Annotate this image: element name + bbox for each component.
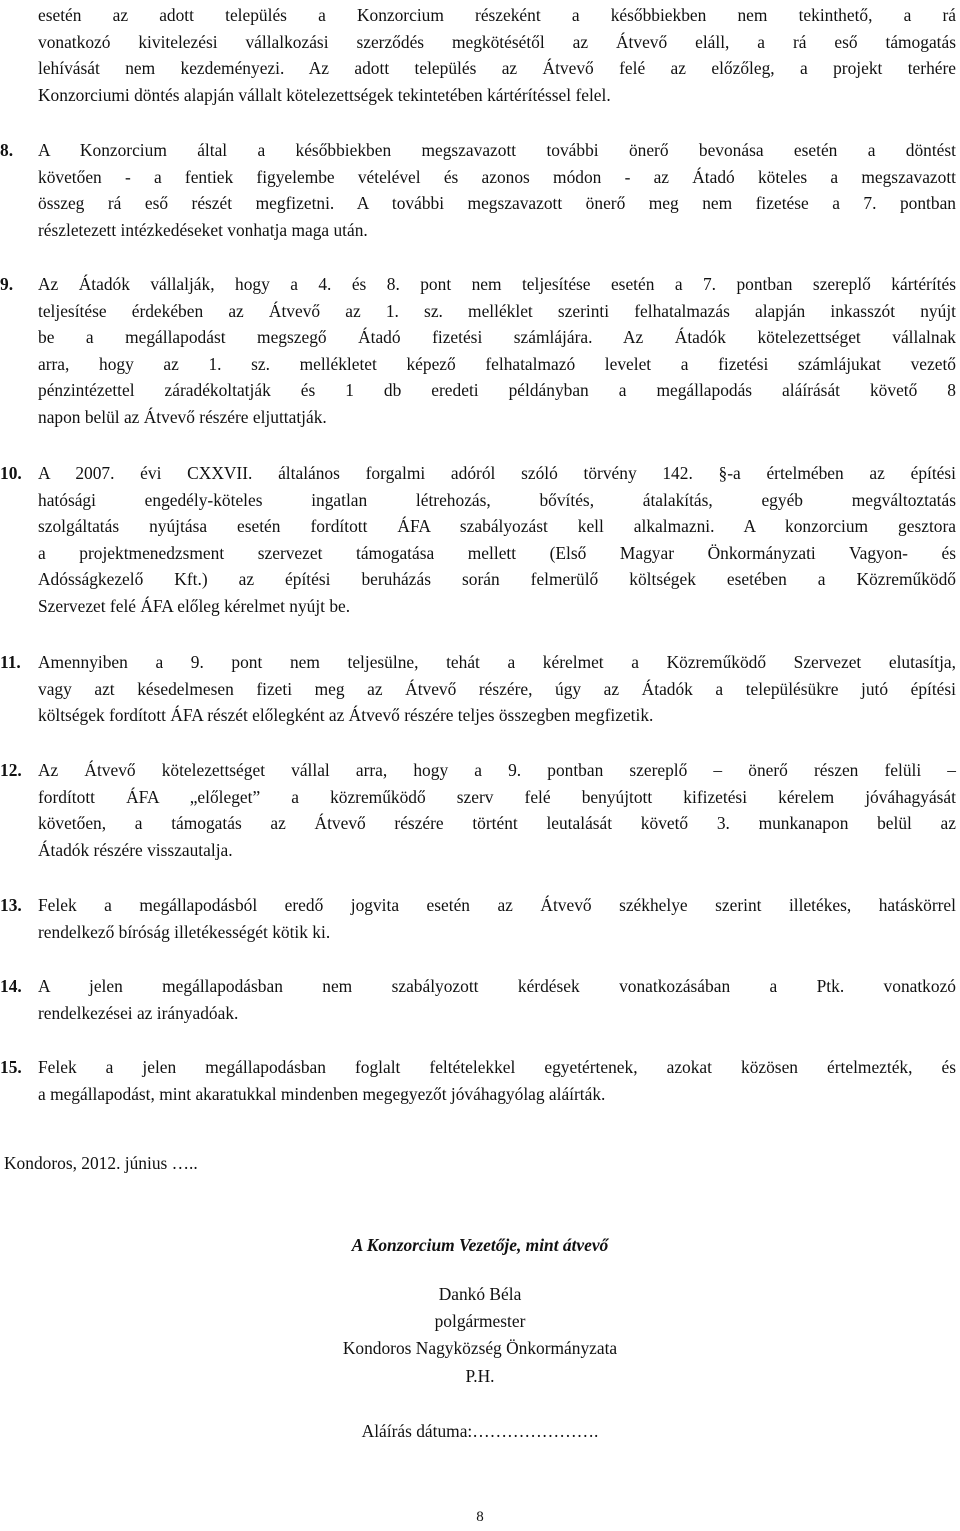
text-line: arra, hogy az 1. sz. mellékletet képező felhatalmazó levelet a fizetési számlájukat vezető xyxy=(38,353,956,374)
text-line: be a megállapodást megszegő Átadó fizetési számlájára. Az Átadók kötelezettséget vállalnak xyxy=(38,327,956,347)
place-and-date: Kondoros, 2012. június ….. xyxy=(4,1153,198,1173)
clause-number: 14. xyxy=(0,976,22,996)
text-line: részletezett intézkedéseket vonhatja maga után. xyxy=(38,219,368,240)
text-line: vagy azt késedelmesen fizeti meg az Átvevő részére, úgy az Átadók a településükre jutó építési xyxy=(38,678,956,699)
text-line: fordított ÁFA „előleget” a közreműködő szerv felé benyújtott kifizetési kérelem jóváhagyását xyxy=(38,786,956,807)
page-number: 8 xyxy=(476,1509,484,1525)
text-line: Amennyiben a 9. pont nem teljesülne, tehát a kérelmet a Közreműködő Szervezet elutasítja, xyxy=(38,652,956,672)
text-line: vonatkozó kivitelezési vállalkozási szerződés megkötésétől az Átvevő eláll, a rá eső támogatás xyxy=(38,31,956,52)
text-line: A 2007. évi CXXVII. általános forgalmi adóról szóló törvény 142. §-a értelmében az építési xyxy=(38,463,956,483)
clause-14 xyxy=(0,973,956,1026)
clause-number: 10. xyxy=(0,463,22,483)
text-line: Felek a megállapodásból eredő jogvita esetén az Átvevő székhelye szerint illetékes, hatáskörrel xyxy=(38,895,956,915)
text-line: költségek fordított ÁFA részét előlegként az Átvevő részére teljes összegben megfizetik. xyxy=(38,705,654,725)
text-line: Átadók részére visszautalja. xyxy=(38,839,233,860)
clause-number: 9. xyxy=(0,274,14,294)
clause-13 xyxy=(0,892,956,945)
text-line: A Konzorcium által a későbbiekben megszavazott további önerő bevonása esetén a döntést xyxy=(38,140,956,160)
clause-number: 15. xyxy=(0,1057,22,1077)
clause-8 xyxy=(0,137,956,243)
clause-11 xyxy=(0,649,956,729)
signatory-name: Dankó Béla xyxy=(438,1284,522,1304)
text-line: hatósági engedély-köteles ingatlan létrehozás, bővítés, átalakítás, egyéb megváltoztatás xyxy=(38,489,956,510)
text-line: a projektmenedzsment szervezet támogatása mellett (Első Magyar Önkormányzati Vagyon- és xyxy=(38,542,956,563)
text-line: lehívását nem kezdeményezi. Az adott település az Átvevő felé az előzőleg, a projekt terhére xyxy=(38,58,956,78)
text-line: rendelkezései az irányadóak. xyxy=(38,1002,239,1023)
stamp-placeholder: P.H. xyxy=(465,1366,495,1386)
clause-number: 13. xyxy=(0,895,22,915)
clause-15 xyxy=(0,1054,956,1107)
clause-number: 12. xyxy=(0,760,22,780)
text-line: Szervezet felé ÁFA előleg kérelmet nyújt be. xyxy=(38,595,351,616)
text-line: követően, a támogatás az Átvevő részére történt leutalását követő 3. munkanapon belül az xyxy=(38,813,956,833)
text-line: rendelkező bíróság illetékességét kötik ki. xyxy=(38,921,331,942)
text-line: napon belül az Átvevő részére eljuttatják. xyxy=(38,406,327,427)
clause-number: 11. xyxy=(0,652,21,672)
text-line: esetén az adott település a Konzorcium részeként a későbbiekben nem tekinthető, a rá xyxy=(38,5,956,25)
clause-9 xyxy=(0,271,956,430)
signature-title: A Konzorcium Vezetője, mint átvevő xyxy=(351,1235,609,1255)
text-line: összeg rá eső részét megfizetni. A további megszavazott önerő meg nem fizetése a 7. pontban xyxy=(38,193,956,213)
text-line: a megállapodást, mint akaratukkal mindenben megegyezőt jóváhagyólag aláírták. xyxy=(38,1083,606,1104)
text-line: Konzorciumi döntés alapján vállalt kötelezettségek tekintetében kártérítéssel felel. xyxy=(38,84,611,105)
text-line: Felek a jelen megállapodásban foglalt feltételekkel egyetértenek, azokat közösen értelmezték, és xyxy=(38,1057,956,1077)
text-line: követően - a fentiek figyelembe vételével és azonos módon - az Átadó köteles a megszavazott xyxy=(38,166,956,187)
signatory-organization: Kondoros Nagyközség Önkormányzata xyxy=(342,1338,618,1358)
clause-10 xyxy=(0,460,956,619)
text-line: Az Átadók vállalják, hogy a 4. és 8. pont nem teljesítése esetén a 7. pontban szereplő kártérítés xyxy=(38,274,956,294)
text-line: pénzintézettel záradékoltatják és 1 db eredeti példányban a megállapodás aláírását követő 8 xyxy=(38,380,956,400)
signature-date: Aláírás dátuma:…………………. xyxy=(361,1421,599,1441)
intro-paragraph xyxy=(38,2,956,108)
text-line: teljesítése érdekében az Átvevő az 1. sz. melléklet szerinti felhatalmazás alapján inkasszót nyújt xyxy=(38,300,956,321)
text-line: Az Átvevő kötelezettséget vállal arra, hogy a 9. pontban szereplő – önerő részen felüli – xyxy=(38,760,956,780)
text-line: A jelen megállapodásban nem szabályozott kérdések vonatkozásában a Ptk. vonatkozó xyxy=(38,976,956,996)
signatory-role: polgármester xyxy=(434,1311,526,1331)
text-line: Adósságkezelő Kft.) az építési beruházás során felmerülő költségek esetében a Közreműködő xyxy=(38,569,956,589)
clause-number: 8. xyxy=(0,140,14,160)
text-line: szolgáltatás nyújtása esetén fordított ÁFA szabályozást kell alkalmazni. A konzorcium gesztora xyxy=(38,516,956,536)
clause-12 xyxy=(0,757,956,863)
